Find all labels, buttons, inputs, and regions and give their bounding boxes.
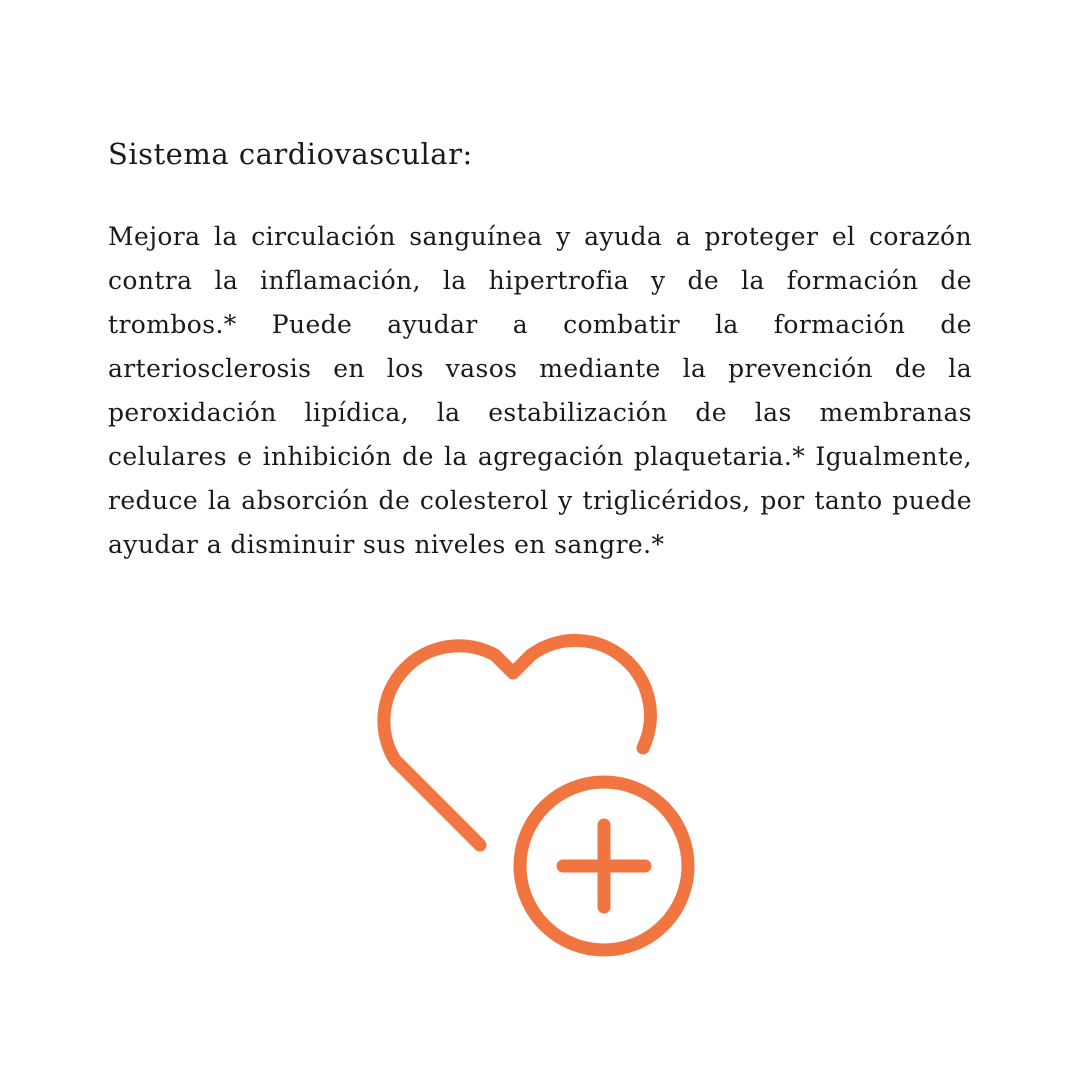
heart-outline bbox=[384, 640, 651, 845]
description-paragraph: Mejora la circulación sanguínea y ayuda a proteger el corazón contra la inflamación, la hipertrofia y de la formación de trombos.* Puede ayudar a combatir la formación de arteriosclerosis en los vasos mediante la prevención de la peroxidación lipídica, la estabilización de las membranas celulares e inhibición de la agregación plaquetaria.* Igualmente, reduce la absorción de colesterol y triglicéridos, por tanto puede ayudar a disminuir sus niveles en sangre.* bbox=[108, 222, 972, 559]
section-title: Sistema cardiovascular: bbox=[108, 137, 473, 171]
heart-plus-icon bbox=[340, 600, 720, 980]
